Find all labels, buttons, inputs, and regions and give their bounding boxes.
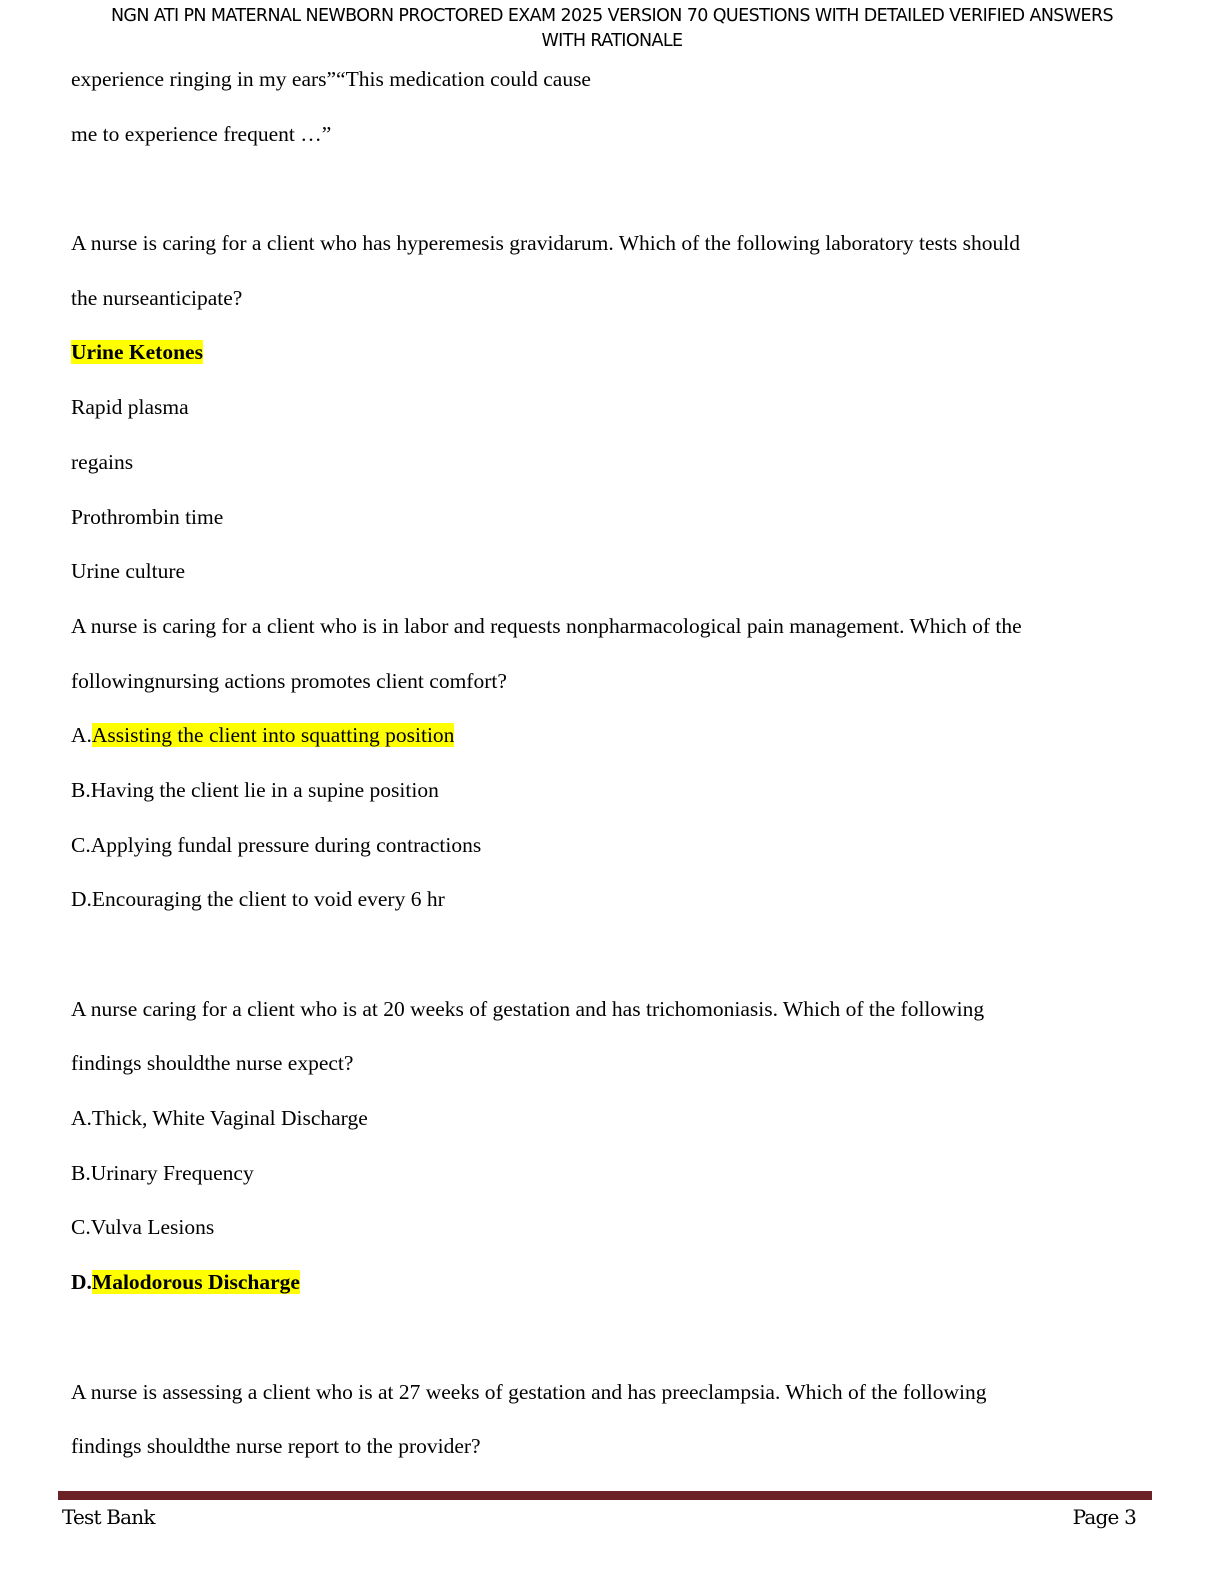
q3-correct-answer-highlight: Malodorous Discharge — [91, 1270, 300, 1295]
q3-option-c: C.Vulva Lesions — [71, 1215, 215, 1240]
q2-option-b: B.Having the client lie in a supine position — [71, 777, 439, 802]
spacer — [71, 1322, 1151, 1377]
q2-option-a-prefix: A. — [71, 723, 92, 748]
page-header — [60, 4, 1164, 54]
q2-option-c: C.Applying fundal pressure during contractions — [71, 832, 482, 857]
document-body — [71, 64, 1151, 1486]
q1-option-b-line-2: regains — [71, 449, 134, 474]
footer-label: Test Bank — [62, 1505, 155, 1529]
q4-stem-line-1: A nurse is assessing a client who is at 27 weeks of gestation and has preeclampsia. Which of the following — [71, 1379, 987, 1404]
q1-correct-answer-highlight: Urine Ketones — [71, 340, 203, 365]
q4-stem-line-2: findings shouldthe nurse report to the provider? — [71, 1434, 481, 1459]
q1-option-b-line-1: Rapid plasma — [71, 395, 189, 420]
q2-stem-line-2: followingnursing actions promotes client comfort? — [71, 668, 507, 693]
header-title-line-2: WITH RATIONALE — [541, 31, 683, 51]
footer-divider — [58, 1491, 1152, 1500]
q3-option-b: B.Urinary Frequency — [71, 1160, 254, 1185]
spacer — [71, 939, 1151, 994]
carryover-line-1: experience ringing in my ears”“This medication could cause — [71, 67, 591, 91]
q1-option-c: Prothrombin time — [71, 504, 224, 529]
q1-answer — [71, 337, 1151, 392]
q2-option-d: D.Encouraging the client to void every 6 hr — [71, 887, 445, 912]
q2-stem-line-1: A nurse is caring for a client who is in labor and requests nonpharmacological pain management. Which of the — [71, 613, 1022, 638]
carryover-line-2: me to experience frequent …” — [71, 121, 332, 146]
q3-option-d-prefix: D. — [71, 1270, 92, 1295]
q3-stem-line-1: A nurse caring for a client who is at 20 weeks of gestation and has trichomoniasis. Which of the following — [71, 996, 985, 1021]
spacer — [71, 173, 1151, 228]
page-number: Page 3 — [1072, 1505, 1136, 1529]
header-title-line-1: NGN ATI PN MATERNAL NEWBORN PROCTORED EXAM 2025 VERSION 70 QUESTIONS WITH DETAILED VERIFIED ANSWERS — [110, 6, 1114, 26]
q3-option-d — [71, 1267, 1151, 1322]
q1-option-d: Urine culture — [71, 559, 186, 584]
q3-stem-line-2: findings shouldthe nurse expect? — [71, 1051, 354, 1076]
q2-option-a — [71, 720, 1151, 775]
q2-correct-answer-highlight: Assisting the client into squatting position — [91, 723, 455, 748]
q3-option-a: A.Thick, White Vaginal Discharge — [71, 1106, 368, 1131]
q1-stem-line-1: A nurse is caring for a client who has hyperemesis gravidarum. Which of the following laboratory tests should — [71, 231, 1020, 256]
q1-stem-line-2: the nurseanticipate? — [71, 285, 243, 310]
